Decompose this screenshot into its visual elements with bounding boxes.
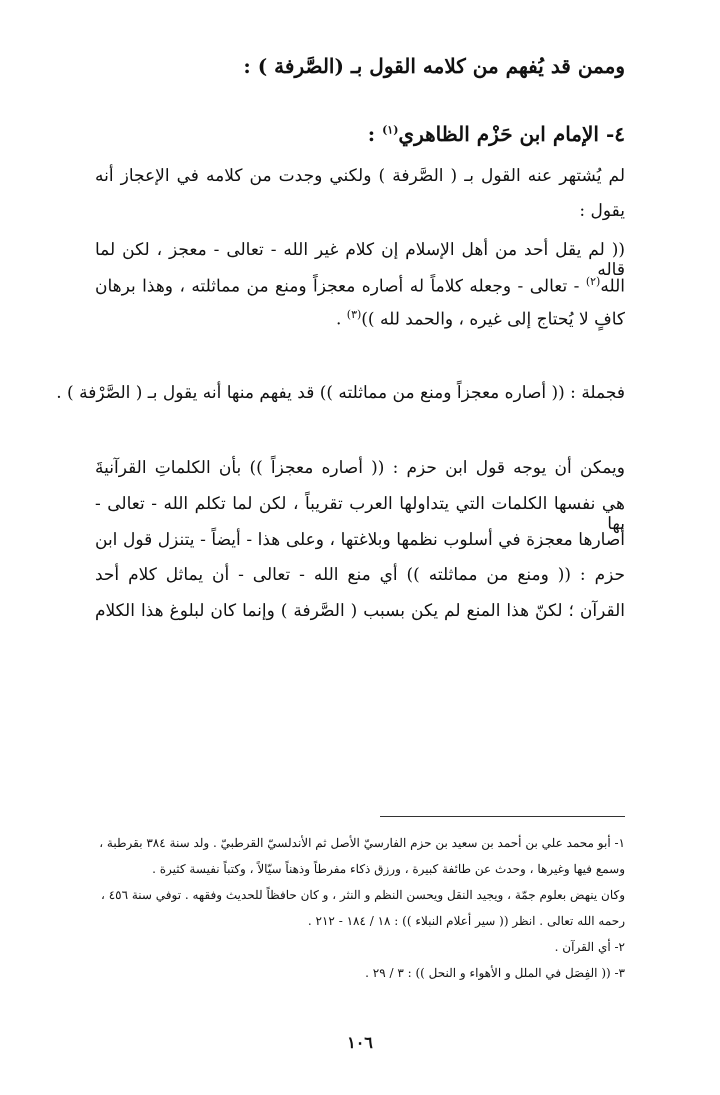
analysis-line-1: ويمكن أن يوجه قول ابن حزم : (( أصاره معجزاً )) بأن الكلماتِ القرآنيةَ (95, 458, 625, 478)
subheading-text: ٤- الإمام ابن حَزْم الظاهري (398, 122, 625, 146)
quote-line-3-start: كافٍ لا يُحتاج إلى غيره ، والحمد لله )) (361, 309, 625, 330)
subheading-colon: : (367, 122, 383, 146)
quote-line-3 (336, 308, 625, 330)
footnote-ref-2: (٢) (585, 275, 601, 288)
analysis-line-3: أصارها معجزة في أسلوب نظمها وبلاغتها ، وعلى هذا - أيضاً - يتنزل قول ابن (95, 530, 625, 550)
analysis-line-2: هي نفسها الكلمات التي يتداولها العرب تقريباً ، لكن لما تكلم الله - تعالى - بها (95, 494, 625, 534)
intro-line-1: لم يُشتهر عنه القول بـ ( الصَّرفة ) ولكني وجدت من كلامه في الإعجاز أنه (95, 166, 625, 186)
subheading (368, 122, 625, 146)
footnote-ref-3: (٣) (346, 308, 362, 321)
footnote-divider (380, 816, 625, 817)
footnote-ref-1: (١) (382, 123, 399, 137)
footnote-3: ٣- (( الفِصَل في الملل و الأهواء و النحل )) : ٣ / ٢٩ . (365, 966, 625, 980)
section-title: وممن قد يُفهم من كلامه القول بـ (الصَّرفة ) : (243, 54, 625, 78)
summary-paragraph: فجملة : (( أصاره معجزاً ومنع من مماثلته )) قد يفهم منها أنه يقول بـ ( الصَّرْفة ) . (56, 383, 625, 403)
footnote-1-line-2: وسمع فيها وغيرها ، وحدث عن طائفة كبيرة ، ورزق ذكاء مفرطاً وذهناً سيّالاً ، وكتباً نفيسة كثيرة . (152, 862, 625, 876)
footnote-1-line-3: وكان ينهض بعلوم جمّة ، ويجيد النقل ويحسن النظم و النثر ، و كان حافظاً للحديث وفقهه . توفي سنة ٤٥٦ ، (101, 888, 625, 902)
quote-line-2-rest: - تعالى - وجعله كلاماً له أصاره معجزاً ومنع من مماثلته ، وهذا برهان (95, 276, 586, 297)
page-number: ١٠٦ (347, 1033, 373, 1052)
quote-line-3-end: . (335, 309, 347, 330)
analysis-line-4: حزم : (( ومنع من مماثلته )) أي منع الله - تعالى - أن يماثل كلام أحد (95, 565, 625, 585)
analysis-line-5: القرآن ؛ لكنّ هذا المنع لم يكن بسبب ( الصَّرفة ) وإنما كان لبلوغ هذا الكلام (95, 601, 625, 621)
footnote-1-line-4: رحمه الله تعالى . انظر (( سير أعلام النبلاء )) : ١٨ / ١٨٤ - ٢١٢ . (307, 914, 625, 928)
intro-line-2: يقول : (579, 201, 625, 221)
footnote-2: ٢- أي القرآن . (554, 940, 625, 954)
quote-line-1: (( لم يقل أحد من أهل الإسلام إن كلام غير الله - تعالى - معجز ، لكن لما قاله (95, 240, 625, 280)
quote-line-2-start: الله (600, 276, 625, 297)
quote-line-2 (95, 275, 625, 297)
footnote-1-line-1: ١- أبو محمد علي بن أحمد بن سعيد بن حزم الفارسيّ الأصل ثم الأندلسيّ القرطبيّ . ولد سنة ٣٨٤ بقرطبة ، (99, 836, 625, 850)
